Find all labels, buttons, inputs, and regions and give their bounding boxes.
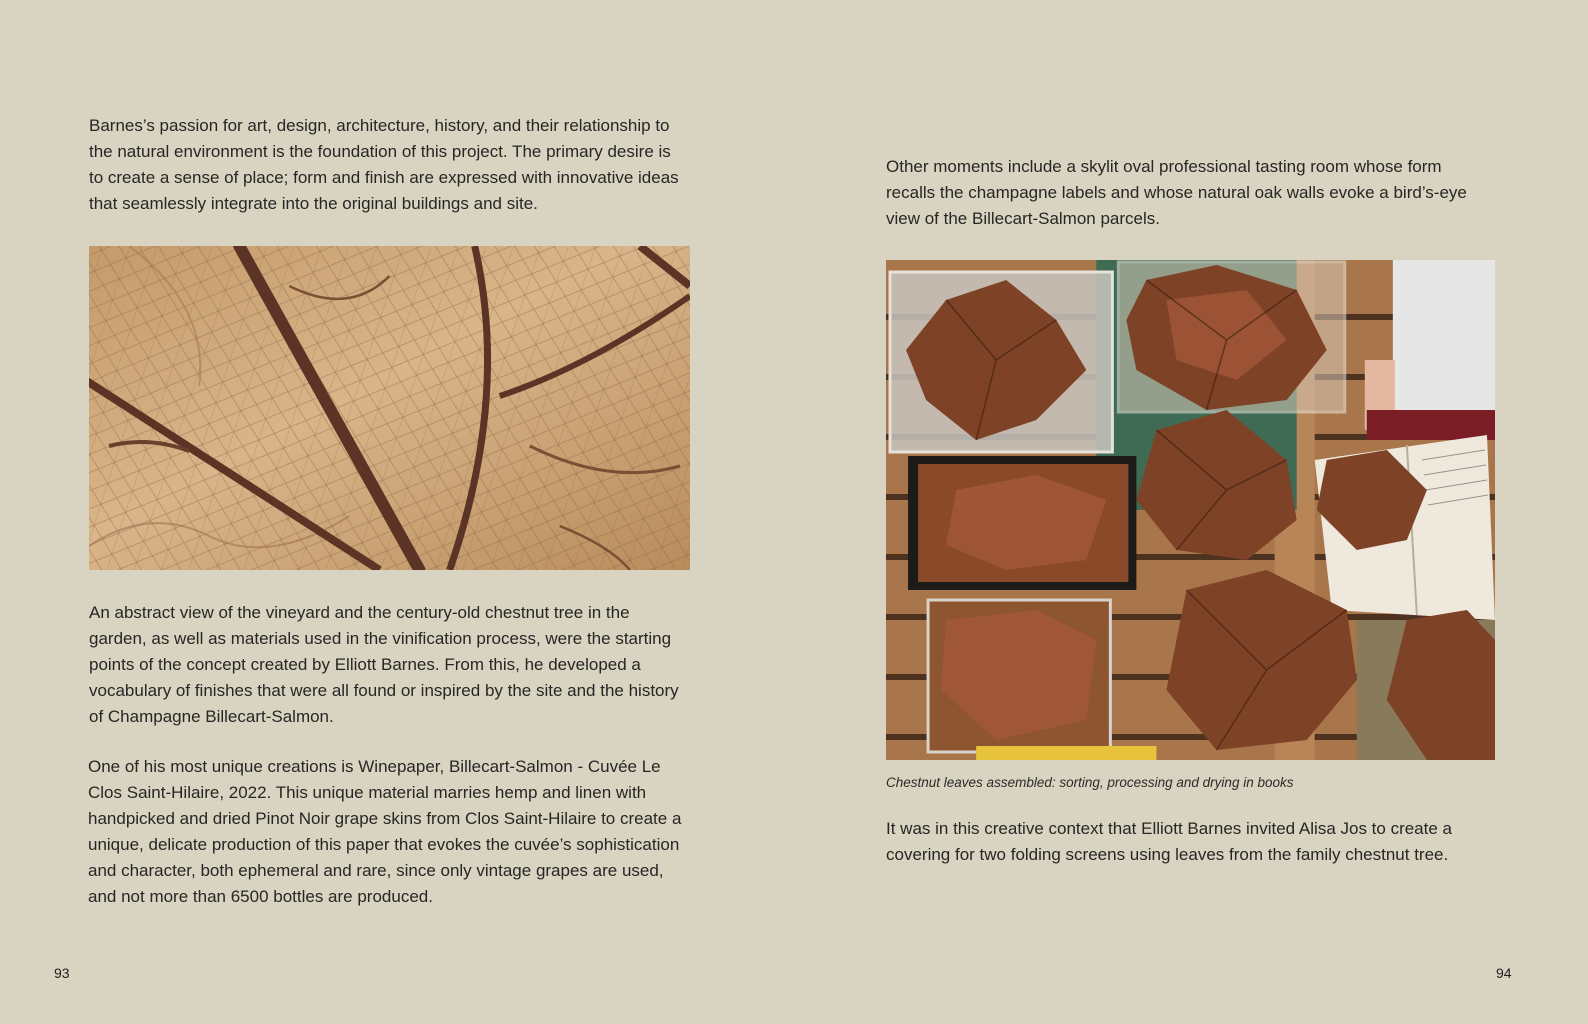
intro-paragraph: Barnes’s passion for art, design, architecture, history, and their relationship to the natural environment is the foundation of this project. The primary desire is to create a sense of place; form and finish are expressed with innovative ideas that seamlessly integrate into the original buildings and site. [89,116,679,213]
tasting-room-paragraph: Other moments include a skylit oval professional tasting room whose form recalls the champagne labels and whose natural oak walls evoke a bird’s-eye view of the Billecart-Salmon parcels. [886,157,1467,228]
concept-paragraph: An abstract view of the vineyard and the century-old chestnut tree in the garden, as well as materials used in the vinification process, were the starting points of the concept created by Elliott Barnes. From this, he developed a vocabulary of finishes that were all found or inspired by the site and the history of Champagne Billecart-Salmon. [89,603,679,726]
closing-paragraph: It was in this creative context that Elliott Barnes invited Alisa Jos to create a covering for two folding screens using leaves from the family chestnut tree. [886,819,1452,864]
chestnut-leaves-photo [886,260,1495,760]
leaf-closeup-photo [89,246,690,570]
leaf-closeup-image [89,246,690,570]
photo-caption: Chestnut leaves assembled: sorting, processing and drying in books [886,775,1294,790]
right-page [794,0,1588,1024]
page-number-right: 94 [1496,965,1512,981]
winepaper-paragraph: One of his most unique creations is Winepaper, Billecart-Salmon - Cuvée Le Clos Saint-Hilaire, 2022. This unique material marries hemp and linen with handpicked and dried Pinot Noir grape skins from Clos Saint-Hilaire to create a unique, delicate production of this paper that evokes the cuvée’s sophistication and character, both ephemeral and rare, since only vintage grapes are used, and not more than 6500 bottles are produced. [88,757,682,906]
chestnut-leaves-image [886,260,1495,760]
page-number-left: 93 [54,965,70,981]
